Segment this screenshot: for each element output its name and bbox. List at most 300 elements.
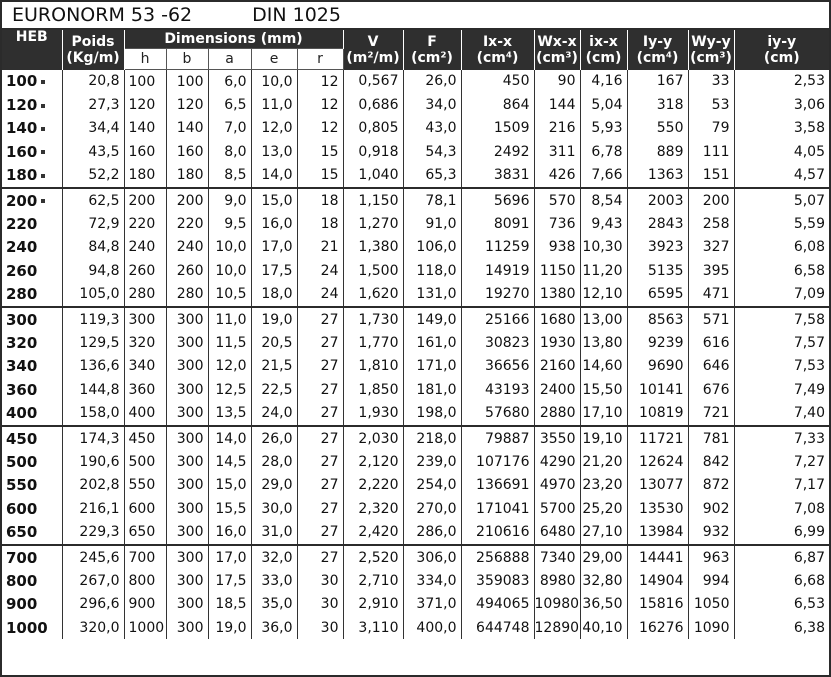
- cell-iyy-radius: 7,40: [734, 401, 829, 425]
- cell-a: 12,5: [208, 378, 251, 401]
- cell-b: 300: [166, 520, 208, 544]
- cell-wxx: 736: [534, 212, 580, 235]
- cell-e: 10,0: [251, 70, 297, 94]
- cell-wxx: 3550: [534, 426, 580, 450]
- cell-iyy: 3923: [627, 236, 688, 259]
- cell-wxx: 1380: [534, 283, 580, 307]
- cell-e: 13,0: [251, 140, 297, 163]
- cell-ixx-radius: 5,04: [580, 93, 627, 116]
- cell-iyy-radius: 7,49: [793, 381, 825, 398]
- din-title: DIN 1025: [252, 4, 341, 26]
- cell-a: 18,5: [208, 593, 251, 616]
- cell-v: 0,918: [343, 140, 403, 163]
- cell-heb: 360: [2, 378, 62, 401]
- table-row: [2, 569, 829, 592]
- cell-poids: 105,0: [62, 283, 124, 307]
- cell-h: 340: [124, 355, 166, 378]
- cell-e: 18,0: [251, 283, 297, 307]
- cell-h: 200: [124, 188, 166, 212]
- cell-iyy-radius: 6,99: [734, 520, 829, 544]
- cell-poids: 202,8: [62, 474, 124, 497]
- cell-ixx-radius: 4,16: [580, 70, 627, 94]
- heb-profile-table: [2, 30, 829, 639]
- cell-v: 1,270: [343, 212, 403, 235]
- cell-iyy: 9690: [627, 355, 688, 378]
- cell-e: 31,0: [251, 520, 297, 544]
- table-row: [2, 497, 829, 520]
- cell-e: 12,0: [251, 117, 297, 140]
- cell-b: 300: [166, 569, 208, 592]
- cell-v: 2,420: [343, 520, 403, 544]
- cell-b: 100: [166, 70, 208, 94]
- cell-b: 300: [166, 307, 208, 331]
- cell-f: 400,0: [403, 616, 461, 639]
- cell-wyy: 842: [688, 450, 734, 473]
- cell-wxx: 8980: [534, 569, 580, 592]
- cell-iyy-radius: 4,05: [793, 143, 825, 160]
- cell-heb: 320: [2, 331, 62, 354]
- cell-e: 22,5: [251, 378, 297, 401]
- cell-heb: 100: [2, 70, 62, 94]
- cell-iyy-radius: 5,59: [793, 216, 825, 233]
- table-row: [2, 545, 829, 569]
- cell-wyy: 1090: [688, 616, 734, 639]
- cell-v: 2,910: [343, 593, 403, 616]
- cell-r: 27: [297, 545, 343, 569]
- cell-a: 15,0: [208, 474, 251, 497]
- cell-poids: 84,8: [62, 236, 124, 259]
- cell-b: 240: [166, 236, 208, 259]
- cell-wyy: 79: [688, 117, 734, 140]
- cell-heb: 900: [2, 593, 62, 616]
- col-wyy: Wy-y (cm³): [688, 30, 734, 70]
- cell-r: 30: [297, 593, 343, 616]
- cell-a: 6,5: [208, 93, 251, 116]
- cell-b: 300: [166, 616, 208, 639]
- cell-heb: 260: [2, 259, 62, 282]
- cell-a: 17,0: [208, 545, 251, 569]
- cell-ixx-radius: 25,20: [580, 497, 627, 520]
- col-heb: HEB: [2, 30, 62, 70]
- cell-wyy: 571: [688, 307, 734, 331]
- cell-f: 181,0: [403, 378, 461, 401]
- cell-e: 21,5: [251, 355, 297, 378]
- col-dim-e: e: [251, 49, 297, 70]
- col-dimensions: Dimensions (mm): [124, 30, 343, 49]
- cell-poids: 267,0: [62, 569, 124, 592]
- cell-h: 500: [124, 450, 166, 473]
- cell-iyy-radius: 7,58: [793, 311, 825, 328]
- cell-iyy: 13984: [627, 520, 688, 544]
- cell-h: 140: [124, 117, 166, 140]
- cell-wyy: 200: [688, 188, 734, 212]
- cell-wyy: 53: [688, 93, 734, 116]
- cell-poids: 20,8: [62, 70, 124, 94]
- cell-r: 18: [297, 188, 343, 212]
- cell-poids: 296,6: [62, 593, 124, 616]
- cell-f: 371,0: [403, 593, 461, 616]
- table-row: [2, 188, 829, 212]
- cell-wyy: 616: [688, 331, 734, 354]
- standard-title: EURONORM 53 -62: [12, 4, 193, 26]
- cell-r: 18: [297, 212, 343, 235]
- cell-a: 16,0: [208, 520, 251, 544]
- cell-e: 26,0: [251, 426, 297, 450]
- cell-heb: 800: [2, 569, 62, 592]
- cell-heb: 280: [2, 283, 62, 307]
- table-row: [2, 355, 829, 378]
- cell-b: 280: [166, 283, 208, 307]
- cell-iyy: 889: [627, 140, 688, 163]
- cell-e: 15,0: [251, 188, 297, 212]
- cell-f: 54,3: [403, 140, 461, 163]
- table-row: [2, 450, 829, 473]
- cell-r: 27: [297, 401, 343, 425]
- cell-h: 400: [124, 401, 166, 425]
- cell-a: 14,5: [208, 450, 251, 473]
- cell-b: 160: [166, 140, 208, 163]
- cell-ixx: 30823: [461, 331, 534, 354]
- cell-b: 220: [166, 212, 208, 235]
- cell-heb: 240: [2, 236, 62, 259]
- cell-poids: 34,4: [62, 117, 124, 140]
- cell-wyy: 963: [688, 545, 734, 569]
- cell-b: 260: [166, 259, 208, 282]
- cell-iyy: 167: [627, 70, 688, 94]
- cell-ixx: 256888: [461, 545, 534, 569]
- cell-ixx-radius: 14,60: [580, 355, 627, 378]
- cell-wxx: 10980: [534, 593, 580, 616]
- cell-r: 27: [297, 450, 343, 473]
- cell-a: 14,0: [208, 426, 251, 450]
- cell-heb: 140: [2, 117, 62, 140]
- cell-f: 286,0: [403, 520, 461, 544]
- cell-v: 2,320: [343, 497, 403, 520]
- cell-wxx: 1930: [534, 331, 580, 354]
- cell-ixx: 107176: [461, 450, 534, 473]
- cell-wyy: 872: [688, 474, 734, 497]
- table-row: [2, 212, 829, 235]
- cell-iyy: 2003: [627, 188, 688, 212]
- cell-f: 254,0: [403, 474, 461, 497]
- cell-a: 13,5: [208, 401, 251, 425]
- cell-f: 161,0: [403, 331, 461, 354]
- cell-wyy: 781: [688, 426, 734, 450]
- document-title: [2, 2, 829, 30]
- cell-iyy: 12624: [627, 450, 688, 473]
- cell-ixx-radius: 9,43: [580, 212, 627, 235]
- cell-iyy: 13530: [627, 497, 688, 520]
- cell-ixx: 494065: [461, 593, 534, 616]
- cell-h: 360: [124, 378, 166, 401]
- cell-h: 100: [124, 70, 166, 94]
- cell-v: 0,686: [343, 93, 403, 116]
- cell-r: 27: [297, 355, 343, 378]
- cell-wxx: 4290: [534, 450, 580, 473]
- cell-b: 300: [166, 426, 208, 450]
- cell-f: 131,0: [403, 283, 461, 307]
- cell-ixx: 57680: [461, 401, 534, 425]
- cell-r: 21: [297, 236, 343, 259]
- cell-b: 300: [166, 450, 208, 473]
- cell-v: 0,805: [343, 117, 403, 140]
- table-row: [2, 593, 829, 616]
- cell-v: 2,520: [343, 545, 403, 569]
- table-row: [2, 616, 829, 639]
- cell-iyy: 14904: [627, 569, 688, 592]
- cell-f: 270,0: [403, 497, 461, 520]
- col-poids: Poids (Kg/m): [62, 30, 124, 70]
- cell-iyy: 550: [627, 117, 688, 140]
- table-row: [2, 378, 829, 401]
- cell-iyy-radius: 7,17: [793, 477, 825, 494]
- cell-a: 8,0: [208, 140, 251, 163]
- cell-poids: 62,5: [62, 188, 124, 212]
- cell-heb: 160: [2, 140, 62, 163]
- cell-wxx: 2160: [534, 355, 580, 378]
- cell-r: 27: [297, 331, 343, 354]
- cell-h: 240: [124, 236, 166, 259]
- cell-poids: 144,8: [62, 378, 124, 401]
- cell-a: 15,5: [208, 497, 251, 520]
- cell-r: 27: [297, 497, 343, 520]
- cell-heb: 600: [2, 497, 62, 520]
- cell-h: 180: [124, 164, 166, 188]
- col-dim-b: b: [166, 49, 208, 70]
- cell-r: 15: [297, 164, 343, 188]
- cell-e: 17,5: [251, 259, 297, 282]
- cell-v: 1,850: [343, 378, 403, 401]
- col-ixx: Ix-x (cm⁴): [461, 30, 534, 70]
- cell-iyy: 11721: [627, 426, 688, 450]
- table-row: [2, 70, 829, 94]
- cell-wxx: 2400: [534, 378, 580, 401]
- cell-e: 30,0: [251, 497, 297, 520]
- cell-poids: 136,6: [62, 355, 124, 378]
- cell-v: 1,930: [343, 401, 403, 425]
- cell-h: 450: [124, 426, 166, 450]
- table-row: [2, 307, 829, 331]
- cell-wyy: 1050: [688, 593, 734, 616]
- cell-ixx-radius: 23,20: [580, 474, 627, 497]
- col-v: V (m²/m): [343, 30, 403, 70]
- cell-ixx: 14919: [461, 259, 534, 282]
- cell-wxx: 1680: [534, 307, 580, 331]
- cell-heb: 550: [2, 474, 62, 497]
- cell-f: 239,0: [403, 450, 461, 473]
- cell-f: 43,0: [403, 117, 461, 140]
- cell-a: 11,0: [208, 307, 251, 331]
- cell-wxx: 7340: [534, 545, 580, 569]
- cell-heb: 340: [2, 355, 62, 378]
- col-f: F (cm²): [403, 30, 461, 70]
- cell-v: 3,110: [343, 616, 403, 639]
- table-body: [2, 70, 829, 640]
- cell-heb: 700: [2, 545, 62, 569]
- cell-iyy: 10819: [627, 401, 688, 425]
- cell-f: 34,0: [403, 93, 461, 116]
- cell-poids: 245,6: [62, 545, 124, 569]
- cell-iyy-radius: 6,68: [793, 572, 825, 589]
- cell-b: 180: [166, 164, 208, 188]
- cell-a: 10,5: [208, 283, 251, 307]
- cell-f: 171,0: [403, 355, 461, 378]
- cell-heb: 300: [2, 307, 62, 331]
- cell-wxx: 12890: [534, 616, 580, 639]
- marker-square-icon: [41, 104, 45, 108]
- cell-ixx-radius: 12,10: [580, 283, 627, 307]
- cell-r: 30: [297, 569, 343, 592]
- cell-e: 19,0: [251, 307, 297, 331]
- cell-ixx-radius: 27,10: [580, 520, 627, 544]
- cell-e: 35,0: [251, 593, 297, 616]
- marker-square-icon: [41, 174, 45, 178]
- cell-v: 2,030: [343, 426, 403, 450]
- cell-v: 2,120: [343, 450, 403, 473]
- cell-heb: 400: [2, 401, 62, 425]
- cell-poids: 27,3: [62, 93, 124, 116]
- cell-r: 27: [297, 378, 343, 401]
- cell-v: 0,567: [343, 70, 403, 94]
- cell-heb: 120: [2, 93, 62, 116]
- cell-poids: 190,6: [62, 450, 124, 473]
- table-row: [2, 474, 829, 497]
- cell-ixx: 43193: [461, 378, 534, 401]
- cell-wyy: 902: [688, 497, 734, 520]
- cell-iyy-radius: 3,06: [793, 97, 825, 114]
- col-wxx: Wx-x (cm³): [534, 30, 580, 70]
- cell-ixx: 11259: [461, 236, 534, 259]
- cell-iyy-radius: 6,08: [793, 239, 825, 256]
- cell-heb: 1000: [2, 616, 62, 639]
- marker-square-icon: [41, 199, 45, 203]
- cell-b: 300: [166, 401, 208, 425]
- cell-ixx-radius: 10,30: [580, 236, 627, 259]
- cell-ixx: 1509: [461, 117, 534, 140]
- cell-heb: 200: [2, 188, 62, 212]
- cell-a: 6,0: [208, 70, 251, 94]
- cell-h: 120: [124, 93, 166, 116]
- cell-b: 300: [166, 545, 208, 569]
- cell-e: 29,0: [251, 474, 297, 497]
- cell-poids: 174,3: [62, 426, 124, 450]
- table-row: [2, 93, 829, 116]
- cell-iyy: 8563: [627, 307, 688, 331]
- cell-r: 15: [297, 140, 343, 163]
- cell-wyy: 258: [688, 212, 734, 235]
- cell-ixx-radius: 17,10: [580, 401, 627, 425]
- cell-v: 1,620: [343, 283, 403, 307]
- cell-wyy: 111: [688, 140, 734, 163]
- cell-iyy-radius: 7,09: [734, 283, 829, 307]
- cell-f: 106,0: [403, 236, 461, 259]
- cell-poids: 94,8: [62, 259, 124, 282]
- cell-b: 300: [166, 474, 208, 497]
- marker-square-icon: [41, 150, 45, 154]
- cell-h: 550: [124, 474, 166, 497]
- cell-h: 600: [124, 497, 166, 520]
- cell-ixx: 19270: [461, 283, 534, 307]
- cell-v: 1,810: [343, 355, 403, 378]
- cell-a: 8,5: [208, 164, 251, 188]
- cell-h: 220: [124, 212, 166, 235]
- cell-wxx: 4970: [534, 474, 580, 497]
- cell-wxx: 311: [534, 140, 580, 163]
- cell-wxx: 2880: [534, 401, 580, 425]
- cell-wyy: 395: [688, 259, 734, 282]
- table-row: [2, 140, 829, 163]
- cell-heb: 180: [2, 164, 62, 188]
- cell-ixx: 36656: [461, 355, 534, 378]
- cell-v: 1,730: [343, 307, 403, 331]
- cell-wxx: 1150: [534, 259, 580, 282]
- cell-iyy: 16276: [627, 616, 688, 639]
- cell-ixx-radius: 36,50: [580, 593, 627, 616]
- cell-f: 78,1: [403, 188, 461, 212]
- cell-poids: 216,1: [62, 497, 124, 520]
- cell-f: 118,0: [403, 259, 461, 282]
- cell-ixx-radius: 6,78: [580, 140, 627, 163]
- cell-a: 17,5: [208, 569, 251, 592]
- cell-iyy-radius: 7,33: [793, 430, 825, 447]
- cell-ixx: 136691: [461, 474, 534, 497]
- cell-iyy: 1363: [627, 164, 688, 188]
- cell-b: 300: [166, 593, 208, 616]
- col-dim-r: r: [297, 49, 343, 70]
- cell-e: 28,0: [251, 450, 297, 473]
- cell-h: 160: [124, 140, 166, 163]
- cell-h: 320: [124, 331, 166, 354]
- cell-f: 218,0: [403, 426, 461, 450]
- cell-r: 27: [297, 520, 343, 544]
- cell-iyy: 6595: [627, 283, 688, 307]
- cell-v: 1,040: [343, 164, 403, 188]
- cell-e: 11,0: [251, 93, 297, 116]
- cell-ixx: 25166: [461, 307, 534, 331]
- cell-iyy-radius: 4,57: [734, 164, 829, 188]
- cell-iyy: 2843: [627, 212, 688, 235]
- cell-wxx: 426: [534, 164, 580, 188]
- cell-heb: 650: [2, 520, 62, 544]
- cell-f: 334,0: [403, 569, 461, 592]
- cell-iyy: 10141: [627, 378, 688, 401]
- cell-v: 1,770: [343, 331, 403, 354]
- cell-h: 900: [124, 593, 166, 616]
- cell-iyy-radius: 6,58: [793, 262, 825, 279]
- cell-f: 91,0: [403, 212, 461, 235]
- cell-iyy: 14441: [627, 545, 688, 569]
- cell-heb: 220: [2, 212, 62, 235]
- cell-v: 1,500: [343, 259, 403, 282]
- table-row: [2, 236, 829, 259]
- cell-a: 19,0: [208, 616, 251, 639]
- cell-iyy-radius: 6,53: [793, 596, 825, 613]
- cell-ixx-radius: 32,80: [580, 569, 627, 592]
- cell-wyy: 151: [688, 164, 734, 188]
- cell-ixx: 210616: [461, 520, 534, 544]
- cell-r: 12: [297, 70, 343, 94]
- cell-r: 27: [297, 426, 343, 450]
- cell-ixx: 864: [461, 93, 534, 116]
- cell-ixx-radius: 13,80: [580, 331, 627, 354]
- cell-e: 33,0: [251, 569, 297, 592]
- table-row: [2, 259, 829, 282]
- col-dim-h: h: [124, 49, 166, 70]
- cell-wyy: 646: [688, 355, 734, 378]
- cell-r: 24: [297, 259, 343, 282]
- cell-r: 27: [297, 307, 343, 331]
- cell-ixx: 2492: [461, 140, 534, 163]
